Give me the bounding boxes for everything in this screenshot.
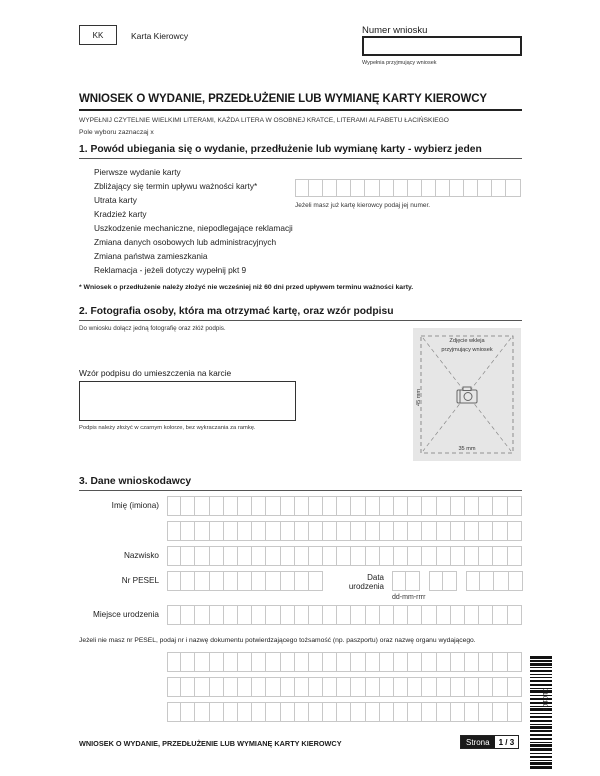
application-number-field[interactable] [362,36,522,56]
birth-year-field[interactable] [466,571,523,591]
checkbox-instructions: Pole wyboru zaznaczaj x [79,129,154,136]
reason-option-country-change[interactable]: Zmiana państwa zamieszkania [94,251,208,261]
section-1-title: 1. Powód ubiegania się o wydanie, przedłużenie lub wymianę karty - wybierz jeden [79,144,482,155]
reason-option-damage[interactable]: Uszkodzenie mechaniczne, niepodlegające reklamacji [94,223,293,233]
signature-field[interactable] [79,381,296,421]
page-indicator [460,735,519,749]
reason-option-first-issue[interactable]: Pierwsze wydanie karty [94,167,181,177]
birth-place-label: Miejsce urodzenia [93,610,159,619]
identity-document-field-line-1[interactable] [167,652,522,672]
identity-document-hint: Jeżeli nie masz nr PESEL, podaj nr i nazwę dokumentu potwierdzającego tożsamość (np. paszportu) oraz nazwę organu wydającego. [79,637,476,644]
camera-icon [456,386,478,404]
birth-date-format-hint: dd-mm-rrrr [392,594,426,601]
section-3-divider [79,490,522,491]
first-name-field-line-2[interactable] [167,521,522,541]
last-name-label: Nazwisko [123,551,159,560]
barcode-number: 010101 [541,688,548,712]
first-name-field-line-1[interactable] [167,496,522,516]
reason-option-theft[interactable]: Kradzież karty [94,209,147,219]
page-number: 1 / 3 [495,736,519,748]
section-3-title: 3. Dane wnioskodawcy [79,476,192,487]
pesel-label: Nr PESEL [121,576,159,585]
photo-placeholder [413,328,521,461]
photo-caption-line-1: Zdjęcie wkleja [449,338,485,344]
barcode [530,656,552,771]
reason-option-expiry[interactable]: Zbliżający się termin upływu ważności karty* [94,181,258,191]
photo-width-label: 35 mm [458,446,476,452]
photo-height-label: 45 mm [416,388,422,406]
fill-instructions: WYPEŁNIJ CZYTELNIE WIELKIMI LITERAMI, KAŻDA LITERA W OSOBNEJ KRATCE, LITERAMI ALFABETU ŁACIŃSKIEGO [79,117,449,124]
page-title: WNIOSEK O WYDANIE, PRZEDŁUŻENIE LUB WYMIANĘ KARTY KIEROWCY [79,93,487,105]
signature-label: Wzór podpisu do umieszczenia na karcie [79,368,232,378]
section-2-title: 2. Fotografia osoby, która ma otrzymać kartę, oraz wzór podpisu [79,306,394,317]
signature-hint: Podpis należy złożyć w czarnym kolorze, bez wykraczania za ramkę. [79,425,256,431]
reason-option-complaint[interactable]: Reklamacja - jeżeli dotyczy wypełnij pkt 9 [94,265,247,275]
birth-day-field[interactable] [392,571,420,591]
reason-option-loss[interactable]: Utrata karty [94,195,137,205]
birth-date-label-line-1: Data [367,573,384,582]
first-name-label: Imię (imiona) [111,501,159,510]
section-2-divider [79,320,522,321]
identity-document-field-line-3[interactable] [167,702,522,722]
birth-date-label-line-2: urodzenia [348,582,384,591]
footer-title: WNIOSEK O WYDANIE, PRZEDŁUŻENIE LUB WYMIANĘ KARTY KIEROWCY [79,739,342,748]
birth-date-label [340,573,384,591]
form-code-label: Karta Kierowcy [131,31,189,41]
reason-option-data-change[interactable]: Zmiana danych osobowych lub administracyjnych [94,237,277,247]
title-divider [79,109,522,111]
application-number-hint: Wypełnia przyjmujący wniosek [362,60,437,66]
birth-month-field[interactable] [429,571,457,591]
application-number-label: Numer wniosku [362,25,428,36]
card-number-hint: Jeżeli masz już kartę kierowcy podaj jej numer. [295,202,431,209]
pesel-field[interactable] [167,571,323,591]
birth-place-field[interactable] [167,605,522,625]
last-name-field[interactable] [167,546,522,566]
section-1-divider [79,158,522,159]
page-label: Strona [461,736,495,748]
photo-caption-line-2: przyjmujący wniosek [441,347,493,353]
card-number-field[interactable] [295,179,521,197]
identity-document-field-line-2[interactable] [167,677,522,697]
photo-caption [413,337,521,355]
section-1-footnote: * Wniosek o przedłużenie należy złożyć nie wcześniej niż 60 dni przed upływem terminu ważności karty. [79,284,414,291]
form-code-box: KK [79,25,117,45]
photo-instruction: Do wniosku dołącz jedną fotografię oraz złóż podpis. [79,325,226,332]
